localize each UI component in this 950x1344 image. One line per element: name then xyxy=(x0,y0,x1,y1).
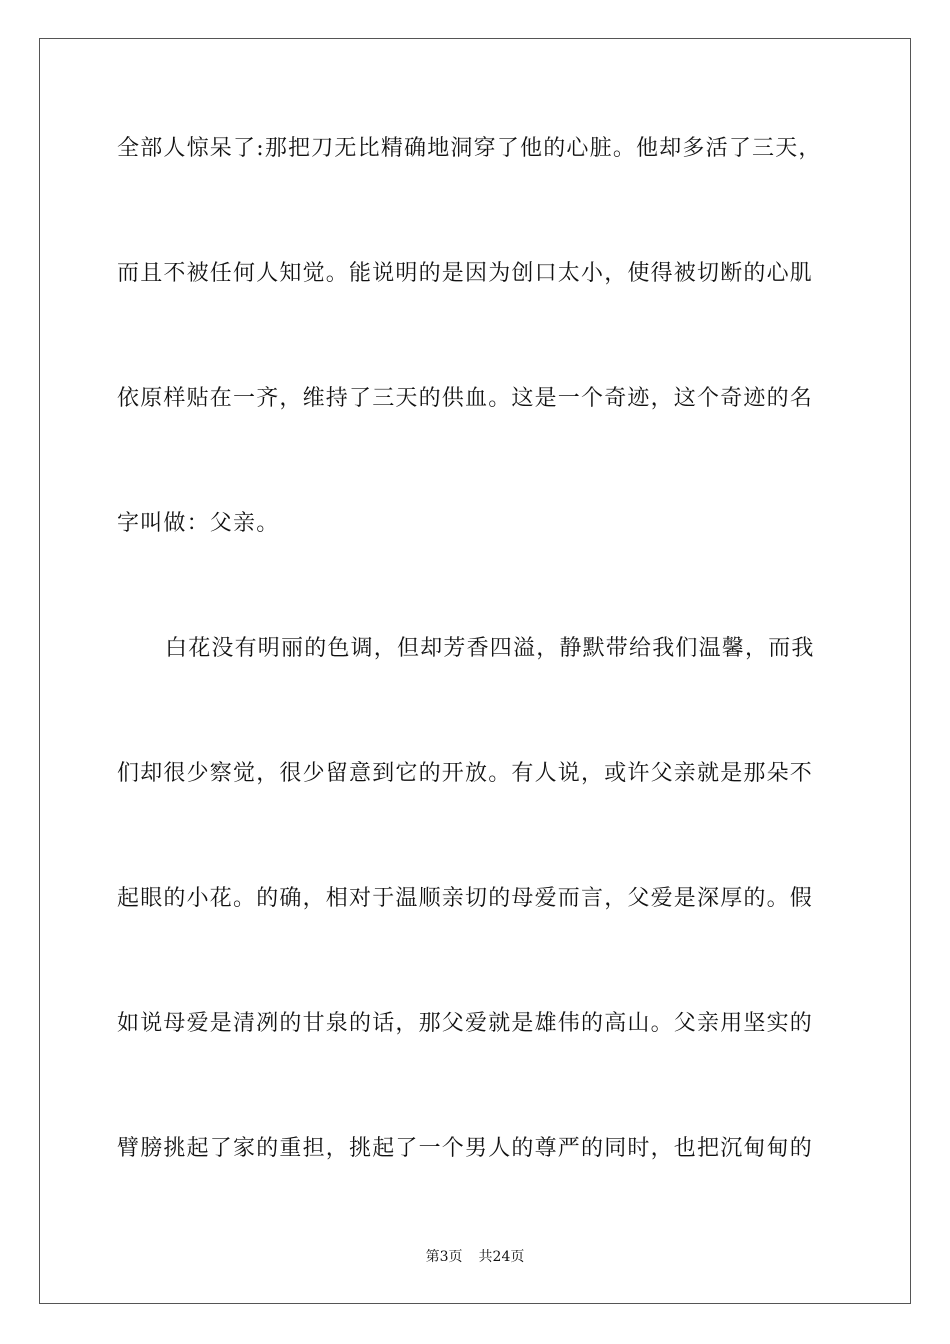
text-line-1: 全部人惊呆了:那把刀无比精确地洞穿了他的心脏。他却多活了三天， xyxy=(117,136,822,161)
text-line-9: 臂膀挑起了家的重担，挑起了一个男人的尊严的同时，也把沉甸甸的 xyxy=(117,1136,814,1161)
page-footer xyxy=(0,1247,950,1267)
text-line-6: 们却很少察觉，很少留意到它的开放。有人说，或许父亲就是那朵不 xyxy=(117,761,814,786)
text-line-4: 字叫做：父亲。 xyxy=(117,511,280,536)
text-line-7: 起眼的小花。的确，相对于温顺亲切的母爱而言，父爱是深厚的。假 xyxy=(117,886,814,911)
text-line-3: 依原样贴在一齐，维持了三天的供血。这是一个奇迹，这个奇迹的名 xyxy=(117,386,814,411)
text-line-2: 而且不被任何人知觉。能说明的是因为创口太小，使得被切断的心肌 xyxy=(117,261,814,286)
page-number: 第3页 xyxy=(425,1249,463,1265)
text-line-8: 如说母爱是清冽的甘泉的话，那父爱就是雄伟的高山。父亲用坚实的 xyxy=(117,1011,814,1036)
page-border xyxy=(39,38,911,1304)
text-line-5-paragraph-start: 白花没有明丽的色调，但却芳香四溢，静默带给我们温馨，而我 xyxy=(165,636,815,661)
page-total: 共24页 xyxy=(478,1249,525,1265)
